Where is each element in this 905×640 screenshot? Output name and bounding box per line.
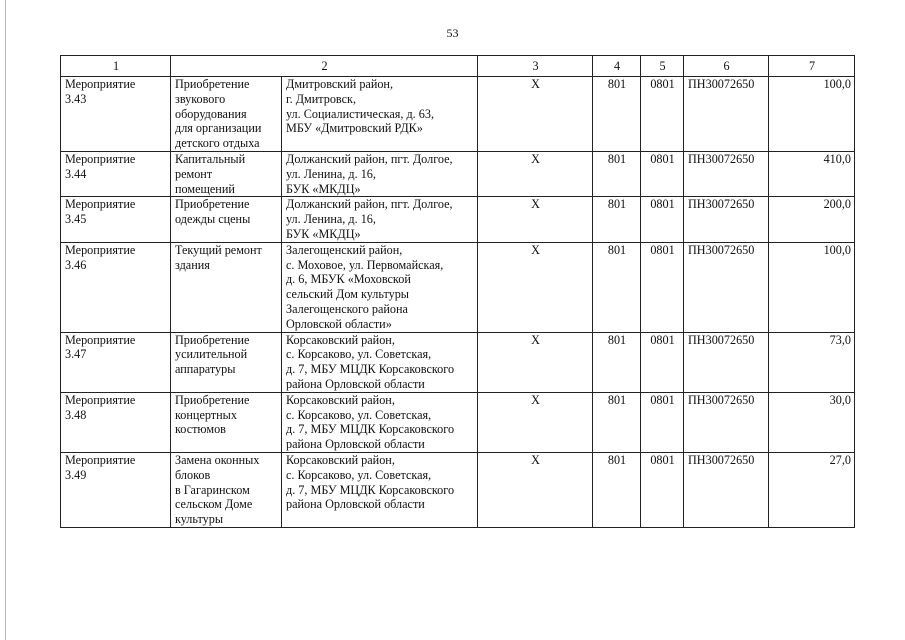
col6-cell: ПН30072650 — [684, 242, 769, 332]
col5-cell: 0801 — [641, 392, 684, 452]
col3-cell: Х — [478, 77, 593, 152]
col5-cell: 0801 — [641, 197, 684, 242]
table-row — [61, 77, 855, 152]
col5-cell: 0801 — [641, 452, 684, 527]
column-header-5: 5 — [641, 56, 684, 77]
table-header — [61, 56, 855, 77]
col3-cell: Х — [478, 332, 593, 392]
table-row — [61, 197, 855, 242]
amount-cell: 100,0 — [769, 77, 855, 152]
column-header-1: 1 — [61, 56, 171, 77]
event-number: Мероприятие 3.43 — [65, 77, 136, 106]
table-row — [61, 392, 855, 452]
amount-cell: 73,0 — [769, 332, 855, 392]
column-header-4: 4 — [593, 56, 641, 77]
event-number: Мероприятие 3.47 — [65, 332, 136, 362]
amount-cell: 200,0 — [769, 197, 855, 242]
col4-cell: 801 — [593, 392, 641, 452]
col4-cell: 801 — [593, 242, 641, 332]
col5-cell: 0801 — [641, 332, 684, 392]
event-number: Мероприятие 3.46 — [65, 242, 136, 272]
amount-cell: 30,0 — [769, 392, 855, 452]
event-location: Корсаковский район, с. Корсаково, ул. Советская, д. 7, МБУ МЦДК Корсаковского района Орловской области — [286, 452, 455, 512]
col4-cell: 801 — [593, 197, 641, 242]
col3-cell: Х — [478, 392, 593, 452]
col6-cell: ПН30072650 — [684, 77, 769, 152]
event-number: Мероприятие 3.45 — [65, 197, 136, 227]
col6-cell: ПН30072650 — [684, 151, 769, 196]
event-description: Приобретение усилительной аппаратуры — [175, 332, 250, 377]
event-location: Залегощенский район, с. Моховое, ул. Первомайская, д. 6, МБУК «Моховской сельский Дом культуры Залегощенского района Орловской области» — [286, 242, 444, 331]
column-header-3: 3 — [478, 56, 593, 77]
col3-cell: Х — [478, 452, 593, 527]
col6-cell: ПН30072650 — [684, 452, 769, 527]
event-location: Дмитровский район, г. Дмитровск, ул. Социалистическая, д. 63, МБУ «Дмитровский РДК» — [286, 77, 435, 136]
col3-cell: Х — [478, 242, 593, 332]
column-header-2: 2 — [171, 56, 478, 77]
event-number: Мероприятие 3.49 — [65, 452, 136, 482]
event-number: Мероприятие 3.48 — [65, 392, 136, 422]
event-location: Корсаковский район, с. Корсаково, ул. Советская, д. 7, МБУ МЦДК Корсаковского района Орловской области — [286, 332, 455, 391]
amount-cell: 27,0 — [769, 452, 855, 527]
col4-cell: 801 — [593, 452, 641, 527]
column-header-6: 6 — [684, 56, 769, 77]
col3-cell: Х — [478, 151, 593, 196]
col6-cell: ПН30072650 — [684, 332, 769, 392]
col4-cell: 801 — [593, 151, 641, 196]
col6-cell: ПН30072650 — [684, 197, 769, 242]
col5-cell: 0801 — [641, 77, 684, 152]
table-row — [61, 332, 855, 392]
amount-cell: 410,0 — [769, 151, 855, 196]
event-location: Должанский район, пгт. Долгое, ул. Ленина, д. 16, БУК «МКДЦ» — [286, 151, 453, 196]
col3-cell: Х — [478, 197, 593, 242]
amount-cell: 100,0 — [769, 242, 855, 332]
table-row — [61, 151, 855, 196]
event-description: Замена оконных блоков в Гагаринском сельском Доме культуры — [175, 452, 260, 527]
table-row — [61, 242, 855, 332]
scan-margin-line — [5, 0, 6, 640]
budget-table — [60, 55, 855, 528]
col4-cell: 801 — [593, 332, 641, 392]
event-number: Мероприятие 3.44 — [65, 151, 136, 181]
page-number: 53 — [446, 26, 459, 40]
col5-cell: 0801 — [641, 242, 684, 332]
event-description: Приобретение концертных костюмов — [175, 392, 250, 437]
col6-cell: ПН30072650 — [684, 392, 769, 452]
event-description: Капитальный ремонт помещений — [175, 151, 246, 196]
event-description: Текущий ремонт здания — [175, 242, 262, 272]
table-row — [61, 452, 855, 527]
col5-cell: 0801 — [641, 151, 684, 196]
event-description: Приобретение одежды сцены — [175, 197, 251, 227]
column-header-7: 7 — [769, 56, 855, 77]
event-location: Должанский район, пгт. Долгое, ул. Ленина, д. 16, БУК «МКДЦ» — [286, 197, 453, 241]
event-description: Приобретение звукового оборудования для организации детского отдыха — [175, 77, 262, 151]
col4-cell: 801 — [593, 77, 641, 152]
event-location: Корсаковский район, с. Корсаково, ул. Советская, д. 7, МБУ МЦДК Корсаковского района Орловской области — [286, 392, 455, 452]
